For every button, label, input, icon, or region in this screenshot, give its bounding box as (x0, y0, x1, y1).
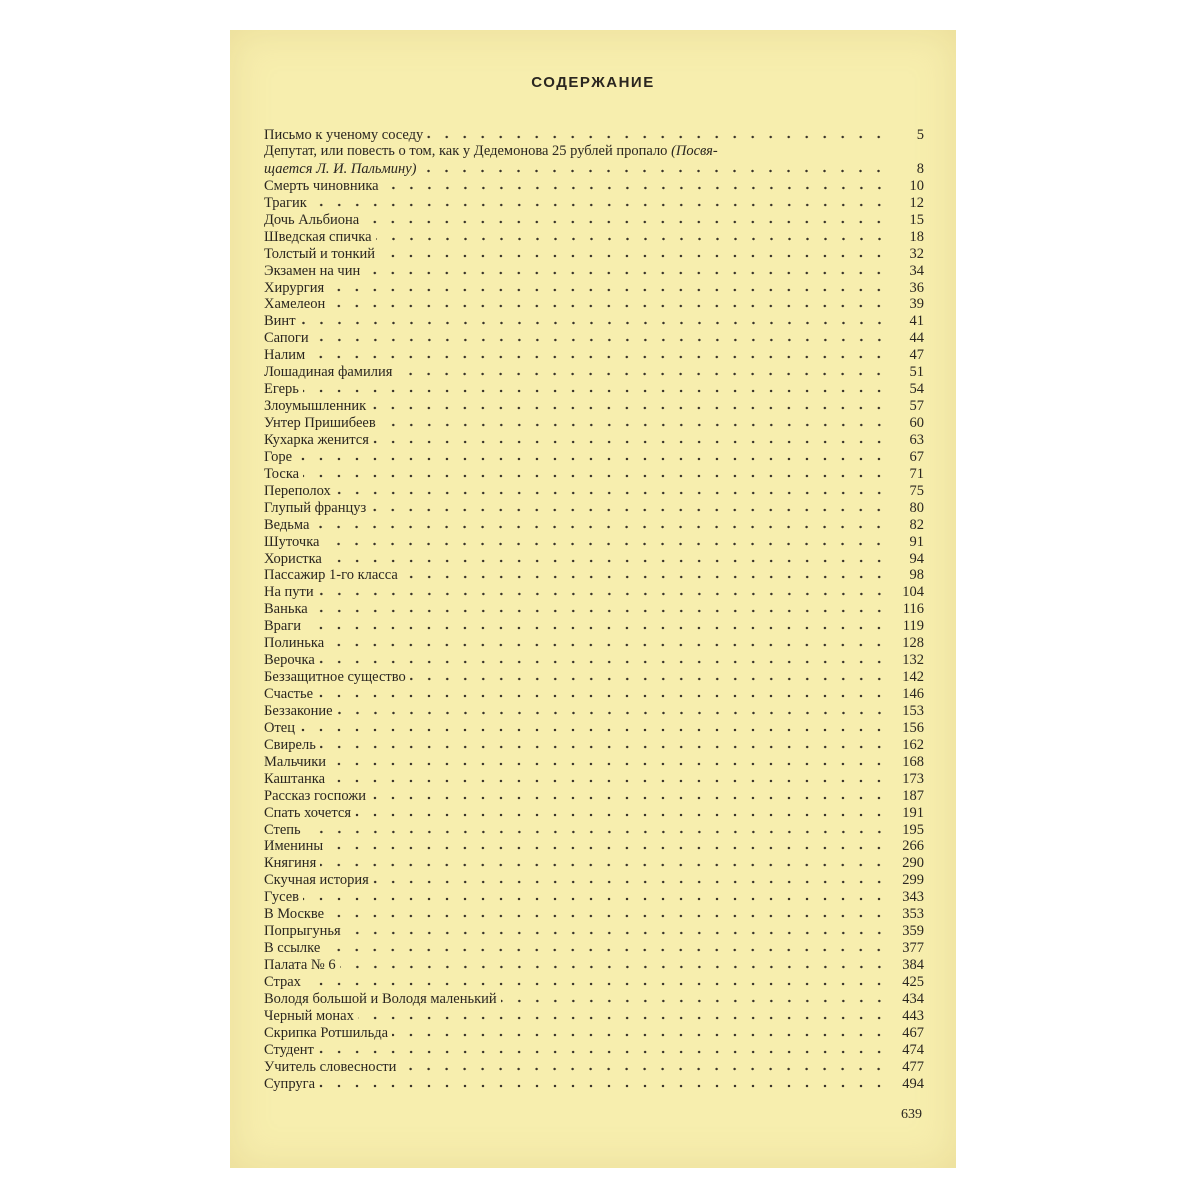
entry-title: Унтер Пришибеев (264, 415, 376, 431)
toc-entry (264, 448, 924, 465)
entry-page-number: 266 (902, 838, 924, 855)
dot-leader (296, 457, 888, 461)
entry-page-number: 75 (909, 482, 924, 499)
dot-leader (300, 321, 888, 325)
entry-title: Черный монах (264, 1007, 354, 1024)
entry-page-number: 47 (909, 347, 924, 364)
entry-dedication: (Посвя- (671, 142, 718, 159)
dot-leader (363, 220, 888, 224)
entry-page-number: 67 (909, 448, 924, 465)
entry-title: Именины (264, 838, 324, 855)
entry-title: Страх (264, 973, 301, 990)
entry-title: Егерь (264, 381, 299, 398)
dot-leader (327, 846, 888, 850)
dot-leader (396, 372, 888, 376)
toc-entry (264, 838, 924, 855)
entry-title: Студент (264, 1041, 314, 1058)
folio-page-number: 639 (901, 1107, 922, 1122)
toc-entry (264, 516, 924, 533)
dot-leader (402, 575, 888, 579)
entry-title: Скучная история (264, 872, 369, 889)
dot-leader (320, 863, 888, 867)
entry-page-number: 36 (909, 279, 924, 296)
entry-title: Экзамен на чин (264, 262, 361, 279)
entry-title: Шуточка (264, 533, 320, 550)
entry-page-number: 32 (909, 245, 924, 262)
dot-leader (312, 609, 888, 613)
entry-title: Смерть чиновника (264, 177, 379, 194)
entry-page-number: 57 (909, 398, 924, 415)
entry-page-number: 51 (909, 364, 924, 381)
dot-leader (319, 660, 888, 664)
toc-entry (264, 363, 924, 380)
dot-leader (370, 796, 888, 800)
entry-title: Ванька (264, 601, 308, 618)
entry-title: Спать хочется (264, 804, 351, 821)
entry-title: Степь (264, 821, 301, 838)
entry-title: Злоумышленник (264, 398, 367, 415)
toc-entry (264, 533, 924, 550)
entry-title: Пассажир 1-го класса (264, 567, 398, 584)
entry-page-number: 477 (902, 1058, 924, 1075)
toc-entry (264, 973, 924, 990)
toc-entry (264, 296, 924, 313)
entry-title: Шведская спичка (264, 228, 372, 245)
toc-entry (264, 1041, 924, 1058)
dot-leader (313, 338, 888, 342)
toc-entry (264, 567, 924, 584)
entry-title: В Москве (264, 906, 325, 923)
toc-entry (264, 126, 924, 143)
dot-leader (383, 186, 888, 190)
entry-title: Винт (264, 313, 296, 330)
entry-title: Мальчики (264, 753, 327, 770)
toc-entry (264, 499, 924, 516)
entry-title: Верочка (264, 652, 315, 669)
toc-entry (264, 600, 924, 617)
toc-entry (264, 922, 924, 939)
entry-page-number: 443 (902, 1007, 924, 1024)
toc-entry (264, 990, 924, 1007)
toc-entry (264, 465, 924, 482)
toc-entry (264, 617, 924, 634)
dot-leader (427, 135, 888, 139)
entry-page-number: 132 (902, 652, 924, 669)
dot-leader (318, 592, 888, 596)
dot-leader (309, 355, 888, 359)
entry-title: Попрыгунья (264, 923, 341, 940)
entry-title: Полинька (264, 635, 325, 652)
entry-page-number: 91 (909, 533, 924, 550)
dot-leader (317, 694, 888, 698)
toc-entry (264, 753, 924, 770)
dot-leader (305, 626, 888, 630)
entry-title: Ведьма (264, 516, 310, 533)
toc-entry (264, 736, 924, 753)
entry-title: Депутат, или повесть о том, как у Дедемонова 25 рублей пропало (264, 142, 668, 159)
dot-leader (305, 982, 888, 986)
entry-title: Налим (264, 347, 306, 364)
entry-title: Глупый француз (264, 499, 367, 516)
toc-entry (264, 312, 924, 329)
toc-entry (264, 770, 924, 787)
toc-entry (264, 854, 924, 871)
toc-entry (264, 1058, 924, 1075)
dot-leader (326, 559, 888, 563)
toc-entry (264, 583, 924, 600)
entry-page-number: 142 (902, 669, 924, 686)
entry-page-number: 343 (902, 889, 924, 906)
toc-entry (264, 346, 924, 363)
entry-page-number: 425 (902, 973, 924, 990)
toc-entry (264, 685, 924, 702)
entry-title: Рассказ госпожи (264, 787, 367, 804)
entry-page-number: 168 (902, 753, 924, 770)
entry-page-number: 104 (902, 584, 924, 601)
entry-title: Отец (264, 719, 296, 736)
entry-page-number: 359 (902, 923, 924, 940)
entry-page-number: 299 (902, 872, 924, 889)
toc-entry (264, 431, 924, 448)
entry-page-number: 18 (909, 228, 924, 245)
entry-title: Толстый и тонкий (264, 245, 376, 262)
dot-leader (305, 830, 888, 834)
toc-entry (264, 414, 924, 431)
toc-entry (264, 279, 924, 296)
dot-leader (324, 948, 888, 952)
toc-entry (264, 550, 924, 567)
entry-title: Лошадиная фамилия (264, 364, 393, 381)
entry-page-number: 39 (909, 296, 924, 313)
entry-title: На пути (264, 584, 314, 601)
dot-leader (299, 728, 888, 732)
entry-page-number: 12 (909, 194, 924, 211)
entry-page-number: 5 (916, 126, 924, 143)
entry-title: Сапоги (264, 330, 309, 347)
toc-entry (264, 177, 924, 194)
entry-page-number: 162 (902, 736, 924, 753)
toc-entry (264, 821, 924, 838)
dot-leader (340, 965, 888, 969)
entry-title: Скрипка Ротшильда (264, 1024, 389, 1041)
dot-leader (355, 813, 888, 817)
dot-leader (373, 440, 888, 444)
toc-entry (264, 634, 924, 651)
entry-dedication-cont: щается Л. И. Пальмину) (264, 160, 417, 177)
entry-title: Супруга (264, 1075, 316, 1092)
dot-leader (328, 643, 888, 647)
toc-entry (264, 939, 924, 956)
toc-entry (264, 956, 924, 973)
toc-entry (264, 888, 924, 905)
entry-page-number: 41 (909, 313, 924, 330)
entry-title: Учитель словесности (264, 1058, 397, 1075)
entry-title: Хамелеон (264, 296, 326, 313)
entry-page-number: 353 (902, 906, 924, 923)
dot-leader (380, 423, 888, 427)
dot-leader (392, 1033, 888, 1037)
toc-entry (264, 1075, 924, 1092)
toc-entry (264, 380, 924, 397)
entry-title: Каштанка (264, 770, 326, 787)
dot-leader (311, 203, 888, 207)
dot-leader (370, 508, 888, 512)
dot-leader (319, 1084, 888, 1088)
dot-leader (400, 1067, 888, 1071)
dot-leader (318, 1050, 888, 1054)
dot-leader (373, 880, 888, 884)
dot-leader (376, 237, 888, 241)
entry-page-number: 98 (909, 567, 924, 584)
entry-page-number: 15 (909, 211, 924, 228)
dot-leader (303, 897, 888, 901)
entry-page-number: 116 (902, 601, 924, 618)
dot-leader (501, 999, 888, 1003)
toc-entry (264, 262, 924, 279)
entry-page-number: 146 (902, 686, 924, 702)
dot-leader (345, 931, 888, 935)
entry-page-number: 290 (902, 855, 924, 872)
entry-page-number: 187 (902, 787, 924, 804)
dot-leader (328, 914, 888, 918)
entry-title: Княгиня (264, 855, 317, 872)
toc-entry (264, 194, 924, 211)
toc-entry (264, 804, 924, 821)
entry-page-number: 80 (909, 499, 924, 516)
entry-title: Хирургия (264, 279, 325, 296)
toc-entry (264, 482, 924, 499)
book-page (230, 30, 956, 1168)
entry-page-number: 94 (909, 550, 924, 567)
entry-title: Свирель (264, 736, 316, 753)
entry-page-number: 153 (902, 702, 924, 719)
toc-entry (264, 1024, 924, 1041)
entry-page-number: 474 (902, 1041, 924, 1058)
entry-page-number: 195 (902, 821, 924, 838)
dot-leader (303, 474, 888, 478)
entry-page-number: 54 (909, 381, 924, 398)
entry-title-line-2 (264, 160, 924, 177)
toc-entry (264, 1007, 924, 1024)
dot-leader (420, 169, 888, 173)
toc-entry (264, 905, 924, 922)
toc-entry (264, 228, 924, 245)
entry-page-number: 156 (902, 719, 924, 736)
entry-title: Письмо к ученому соседу (264, 126, 424, 143)
entry-page-number: 128 (902, 635, 924, 652)
dot-leader (323, 542, 888, 546)
entry-title: Горе (264, 448, 293, 465)
entry-page-number: 60 (909, 415, 924, 431)
entry-page-number: 10 (909, 177, 924, 194)
entry-page-number: 191 (902, 804, 924, 821)
entry-title: Беззаконие (264, 702, 333, 719)
entry-title: Трагик (264, 194, 307, 211)
entry-page-number: 44 (909, 330, 924, 347)
toc-entry (264, 702, 924, 719)
toc-entry (264, 329, 924, 346)
dot-leader (329, 304, 888, 308)
dot-leader (337, 711, 888, 715)
entry-page-number: 467 (902, 1024, 924, 1041)
entry-page-number: 71 (909, 465, 924, 482)
entry-title: Гусев (264, 889, 299, 906)
entry-title: Володя большой и Володя маленький (264, 990, 497, 1007)
entry-title-line-1 (264, 143, 924, 160)
dot-leader (328, 288, 888, 292)
entry-title: Дочь Альбиона (264, 211, 360, 228)
entry-page-number: 119 (902, 618, 924, 635)
dot-leader (410, 677, 888, 681)
dot-leader (320, 745, 888, 749)
entry-title: Беззащитное существо (264, 669, 406, 686)
dot-leader (313, 525, 888, 529)
toc-entry (264, 787, 924, 804)
page-title: СОДЕРЖАНИЕ (531, 74, 655, 91)
entry-page-number: 494 (902, 1075, 924, 1092)
entry-page-number: 434 (902, 990, 924, 1007)
dot-leader (330, 762, 888, 766)
dot-leader (364, 271, 888, 275)
toc-entry (264, 719, 924, 736)
entry-page-number: 8 (916, 160, 924, 177)
toc-entry (264, 651, 924, 668)
entry-page-number: 377 (902, 940, 924, 957)
table-of-contents (264, 126, 924, 1092)
entry-title: Палата № 6 (264, 957, 336, 973)
toc-entry (264, 143, 924, 177)
toc-entry (264, 397, 924, 414)
entry-title: Тоска (264, 465, 300, 482)
entry-title: Счастье (264, 686, 314, 702)
entry-title: Переполох (264, 482, 331, 499)
dot-leader (335, 491, 888, 495)
entry-page-number: 82 (909, 516, 924, 533)
dot-leader (379, 254, 888, 258)
entry-page-number: 34 (909, 262, 924, 279)
toc-entry (264, 668, 924, 685)
toc-entry (264, 245, 924, 262)
toc-entry (264, 871, 924, 888)
entry-title: Хористка (264, 550, 322, 567)
dot-leader (370, 406, 888, 410)
dot-leader (303, 389, 888, 393)
dot-leader (358, 1016, 888, 1020)
toc-entry (264, 211, 924, 228)
dot-leader (329, 779, 888, 783)
entry-title: В ссылке (264, 940, 321, 957)
entry-title: Кухарка женится (264, 431, 369, 448)
entry-page-number: 173 (902, 770, 924, 787)
entry-page-number: 63 (909, 431, 924, 448)
entry-page-number: 384 (902, 957, 924, 973)
entry-title: Враги (264, 618, 302, 635)
